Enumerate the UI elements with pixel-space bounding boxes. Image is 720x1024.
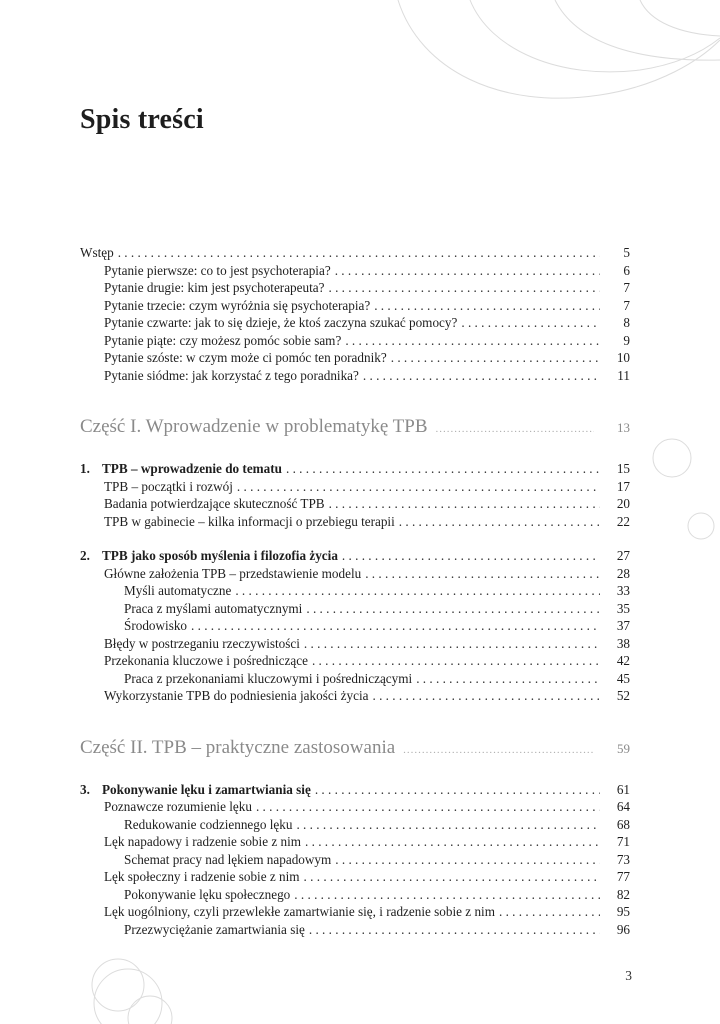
part-title: Część II. TPB – praktyczne zastosowania [80,736,396,758]
dot-leader [335,851,600,869]
toc-entry-label: Praca z przekonaniami kluczowymi i pośredniczącymi [124,670,413,686]
toc-entry-page: 42 [616,653,630,668]
toc-entry-label: Pytanie siódme: jak korzystać z tego poradnika? [104,367,359,383]
toc-entry-label: Błędy w postrzeganiu rzeczywistości [104,635,300,651]
dot-leader [118,244,600,262]
toc-entry-label: Pytanie drugie: kim jest psychoterapeuta? [104,280,325,295]
dot-leader [335,262,600,280]
chapter-number: 2. [80,548,90,563]
toc-entry-page: 73 [616,851,630,867]
toc-entry-label: TPB – początki i rozwój [104,478,233,494]
toc-entry[interactable] [80,687,630,705]
dot-leader [461,314,600,332]
dot-leader [328,279,600,297]
dot-leader [191,617,600,635]
toc-chapter-3 [80,781,630,939]
toc-entry[interactable] [80,798,630,816]
dot-leader [315,781,600,799]
toc-entry[interactable] [80,513,630,531]
dot-leader [296,816,600,834]
toc-entry-label: Myśli automatyczne [124,583,232,598]
toc-entry[interactable] [80,478,630,496]
toc-part-1[interactable] [80,416,630,446]
toc-entry[interactable] [80,314,630,332]
toc-entry[interactable] [80,617,630,635]
toc-entry-label: Pytanie pierwsze: co to jest psychoterapia? [104,262,331,278]
toc-entry[interactable] [80,816,630,834]
toc-entry-label: Przekonania kluczowe i pośredniczące [104,653,308,668]
dot-leader [374,297,600,315]
toc-part-2[interactable] [80,737,630,767]
part-page: 13 [617,420,630,435]
toc-entry-label: Schemat pracy nad lękiem napadowym [124,851,332,867]
dot-leader [372,687,600,705]
toc-entry-page: 17 [616,478,630,494]
toc-entry-label: Pytanie piąte: czy możesz pomóc sobie sam? [104,332,342,348]
toc-chapter-1 [80,460,630,530]
toc-entry-label: Pokonywanie lęku społecznego [124,886,291,902]
table-of-contents [80,244,630,938]
toc-entry-label: Pytanie czwarte: jak to się dzieje, że ktoś zaczyna szukać pomocy? [104,315,458,330]
toc-entry[interactable] [80,279,630,297]
toc-entry-label: Pytanie szóste: w czym może ci pomóc ten poradnik? [104,350,387,365]
toc-entry[interactable] [80,600,630,618]
dot-leader [416,670,600,688]
toc-entry[interactable] [80,297,630,315]
dot-leader [365,565,600,583]
toc-entry-page: 28 [616,565,630,581]
toc-entry-page: 38 [616,635,630,651]
toc-entry-page: 68 [616,816,630,832]
dot-leader [304,868,600,886]
dot-leader [306,600,600,618]
toc-entry-label: Poznawcze rozumienie lęku [104,799,252,814]
toc-entry[interactable] [80,652,630,670]
toc-entry-page: 11 [617,367,630,383]
toc-entry[interactable] [80,781,630,799]
toc-entry-label: Pokonywanie lęku i zamartwiania się [102,781,311,797]
toc-entry-label: TPB jako sposób myślenia i filozofia życia [102,548,338,563]
page-number: 3 [625,968,632,983]
toc-entry-label: Wykorzystanie TPB do podniesienia jakości życia [104,688,369,703]
toc-entry[interactable] [80,670,630,688]
toc-entry[interactable] [80,833,630,851]
toc-entry-label: Lęk uogólniony, czyli przewlekłe zamartwianie się, i radzenie sobie z nim [104,904,495,919]
toc-entry-page: 9 [623,332,630,348]
toc-entry-page: 52 [616,688,630,703]
dot-leader [312,652,600,670]
toc-entry-page: 61 [616,781,630,797]
dot-leader [403,744,594,756]
toc-entry-label: Wstęp [80,245,114,260]
toc-entry-page: 5 [623,245,630,260]
toc-entry[interactable] [80,565,630,583]
toc-entry[interactable] [80,868,630,886]
toc-entry-page: 27 [616,548,630,563]
toc-entry-page: 71 [616,834,630,849]
dot-leader [329,495,600,513]
toc-entry[interactable] [80,349,630,367]
toc-entry[interactable] [80,262,630,280]
dot-leader [305,833,600,851]
toc-entry[interactable] [80,886,630,904]
toc-entry-page: 20 [616,496,630,511]
toc-entry-page: 8 [623,315,630,330]
toc-entry-page: 37 [616,618,630,633]
toc-section-intro [80,244,630,384]
toc-entry[interactable] [80,460,630,478]
toc-entry-label: Lęk społeczny i radzenie sobie z nim [104,869,300,884]
toc-entry-page: 7 [623,297,630,313]
page-title: Spis treści [80,104,204,135]
toc-entry-page: 96 [616,921,630,937]
toc-entry[interactable] [80,332,630,350]
chapter-number: 3. [80,781,90,797]
toc-entry-label: Przezwyciężanie zamartwiania się [124,921,305,937]
toc-entry-label: Środowisko [124,618,188,633]
toc-entry-label: Główne założenia TPB – przedstawienie modelu [104,565,362,581]
part-page: 59 [617,740,630,756]
dot-leader [345,332,600,350]
toc-entry[interactable] [80,635,630,653]
part-title: Część I. Wprowadzenie w problematykę TPB [80,416,428,437]
toc-entry[interactable] [80,851,630,869]
toc-entry-label: Badania potwierdzające skuteczność TPB [104,496,325,511]
dot-leader [342,547,600,565]
toc-entry-label: Praca z myślami automatycznymi [124,600,303,616]
dot-leader [237,478,600,496]
dot-leader [436,423,594,435]
dot-leader [304,635,600,653]
toc-entry-page: 22 [616,513,630,529]
toc-entry-page: 45 [616,670,630,686]
toc-entry-page: 64 [616,799,630,814]
toc-entry-page: 6 [623,262,630,278]
toc-entry-label: Redukowanie codziennego lęku [124,816,293,832]
toc-entry-label: TPB – wprowadzenie do tematu [102,461,282,476]
toc-entry-page: 15 [616,461,630,476]
toc-entry-page: 33 [616,583,630,598]
dot-leader [499,903,600,921]
toc-entry[interactable] [80,582,630,600]
toc-chapter-2 [80,547,630,705]
dot-leader [235,582,600,600]
toc-entry[interactable] [80,903,630,921]
toc-entry[interactable] [80,244,630,262]
dot-leader [399,513,600,531]
dot-leader [286,460,600,478]
toc-entry-page: 82 [616,886,630,902]
dot-leader [256,798,600,816]
dot-leader [294,886,600,904]
chapter-number: 1. [80,461,90,476]
toc-entry[interactable] [80,921,630,939]
toc-entry-label: Lęk napadowy i radzenie sobie z nim [104,834,302,849]
toc-entry-page: 77 [616,869,630,884]
toc-entry-page: 10 [616,350,630,365]
toc-entry-page: 7 [623,280,630,295]
toc-entry-page: 35 [616,600,630,616]
dot-leader [391,349,600,367]
toc-entry[interactable] [80,547,630,565]
toc-entry-label: TPB w gabinecie – kilka informacji o przebiegu terapii [104,513,395,529]
toc-entry-page: 95 [616,904,630,919]
dot-leader [363,367,600,385]
toc-entry-label: Pytanie trzecie: czym wyróżnia się psychoterapia? [104,297,371,313]
toc-entry[interactable] [80,495,630,513]
dot-leader [309,921,600,939]
toc-entry[interactable] [80,367,630,385]
